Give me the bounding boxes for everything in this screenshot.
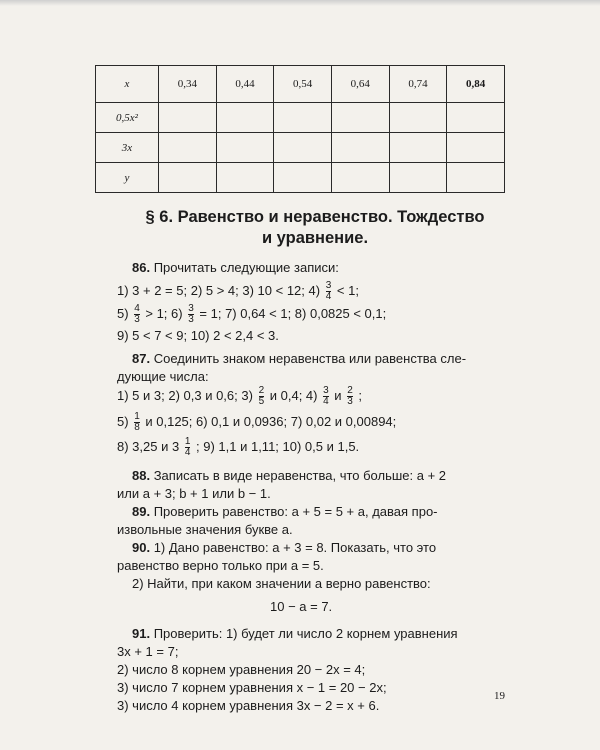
exercise-91-line5: 3) число 4 корнем уравнения 3x − 2 = x + 6.	[117, 698, 380, 713]
fraction	[259, 386, 265, 407]
exercise-88-line2: или a + 3; b + 1 или b − 1.	[117, 486, 271, 501]
table-cell	[159, 103, 217, 133]
fraction-den: 8	[134, 422, 140, 434]
table-row	[96, 66, 505, 103]
exercise-91-line1	[132, 624, 458, 643]
fraction	[185, 437, 191, 458]
fraction-num: 3	[188, 303, 194, 315]
table-cell: 0,74	[389, 66, 447, 103]
exercise-91-line4: 3) число 7 корнем уравнения x − 1 = 20 − 2x;	[117, 680, 387, 695]
exercise-89-line1	[132, 502, 438, 521]
exercise-number: 88.	[132, 468, 151, 483]
exercise-89-line2: извольные значения букве a.	[117, 522, 293, 537]
table-cell	[447, 133, 505, 163]
fraction	[134, 412, 140, 433]
math-text: > 1; 6)	[145, 306, 183, 321]
row-label: 3x	[96, 133, 159, 163]
math-text: ; 9) 1,1 и 1,11; 10) 0,5 и 1,5.	[196, 439, 360, 454]
math-text: и 0,125; 6) 0,1 и 0,0936; 7) 0,02 и 0,00894;	[145, 414, 397, 429]
fraction	[347, 386, 353, 407]
exercise-number: 87.	[132, 351, 151, 366]
fraction	[326, 281, 332, 302]
fraction	[134, 304, 140, 325]
exercise-88-line1	[132, 466, 446, 485]
fraction	[323, 386, 329, 407]
math-text: 8) 3,25 и 3	[117, 439, 180, 454]
table-cell: 0,54	[274, 66, 332, 103]
exercise-90-line1	[132, 538, 436, 557]
math-text: и	[334, 388, 342, 403]
math-text: и 0,4; 4)	[269, 388, 318, 403]
table-cell	[331, 103, 389, 133]
exercise-86-line1	[117, 281, 359, 302]
exercise-text: Прочитать следующие записи:	[153, 260, 339, 275]
scan-edge	[0, 0, 600, 6]
row-label: 0,5x²	[96, 103, 159, 133]
math-text: 1) 5 и 3; 2) 0,3 и 0,6; 3)	[117, 388, 253, 403]
page-number: 19	[494, 690, 505, 702]
exercise-text: Записать в виде неравенства, что больше: a + 2	[153, 468, 447, 483]
fraction-num: 3	[323, 385, 329, 397]
fraction-den: 4	[325, 291, 332, 303]
fraction-num: 1	[134, 411, 140, 423]
exercise-87-line2	[117, 412, 396, 433]
table-cell	[274, 163, 332, 193]
table-cell	[331, 133, 389, 163]
table-cell	[389, 133, 447, 163]
exercise-86-line3: 9) 5 < 7 < 9; 10) 2 < 2,4 < 3.	[117, 328, 279, 343]
section-title	[130, 207, 500, 249]
exercise-number: 86.	[132, 260, 151, 275]
row-label: y	[96, 163, 159, 193]
exercise-87-line1	[117, 386, 362, 407]
fraction-num: 2	[347, 385, 353, 397]
fraction-den: 3	[188, 314, 194, 326]
fraction-den: 4	[323, 396, 329, 408]
exercise-91-line2: 3x + 1 = 7;	[117, 644, 179, 659]
math-text: < 1;	[336, 283, 359, 298]
exercise-86-line2	[117, 304, 386, 325]
table-cell	[159, 133, 217, 163]
exercise-87-text2: дующие числа:	[117, 369, 209, 384]
fraction-den: 3	[134, 314, 140, 326]
exercise-90-line3: 2) Найти, при каком значении a верно равенство:	[132, 576, 431, 591]
table-cell	[216, 133, 274, 163]
table-cell	[274, 103, 332, 133]
math-text: 1) 3 + 2 = 5; 2) 5 > 4; 3) 10 < 12; 4)	[117, 283, 321, 298]
math-text: = 1; 7) 0,64 < 1; 8) 0,0825 < 0,1;	[199, 306, 387, 321]
fraction-num: 1	[184, 436, 191, 448]
fraction-num: 4	[134, 303, 140, 315]
table-cell	[447, 103, 505, 133]
table-cell	[447, 163, 505, 193]
row-label: x	[96, 66, 159, 103]
fraction-den: 4	[184, 447, 191, 459]
table-cell: 0,84	[447, 66, 505, 103]
exercise-number: 90.	[132, 540, 151, 555]
fraction-den: 3	[347, 396, 353, 408]
exercise-text: Соединить знаком неравенства или равенства сле-	[153, 351, 467, 366]
table-cell	[331, 163, 389, 193]
table-row	[96, 103, 505, 133]
section-title-line2: и уравнение.	[261, 229, 369, 247]
table-cell: 0,44	[216, 66, 274, 103]
math-text: 5)	[117, 306, 129, 321]
table-cell: 0,64	[331, 66, 389, 103]
table-row	[96, 133, 505, 163]
section-title-line1: § 6. Равенство и неравенство. Тождество	[145, 208, 485, 226]
exercise-90-equation: 10 − a = 7.	[270, 599, 333, 614]
table-cell	[159, 163, 217, 193]
fraction-num: 2	[258, 385, 265, 397]
fraction	[188, 304, 194, 325]
math-text: ;	[358, 388, 362, 403]
table-cell	[216, 163, 274, 193]
table-cell: 0,34	[159, 66, 217, 103]
fraction-den: 5	[258, 396, 265, 408]
exercise-number: 91.	[132, 626, 151, 641]
table-cell	[389, 163, 447, 193]
exercise-text: Проверить равенство: a + 5 = 5 + a, давая про-	[153, 504, 438, 519]
exercise-91-line3: 2) число 8 корнем уравнения 20 − 2x = 4;	[117, 662, 366, 677]
exercise-90-line2: равенство верно только при a = 5.	[117, 558, 324, 573]
exercise-text: 1) Дано равенство: a + 3 = 8. Показать, что это	[153, 540, 437, 555]
fraction-num: 3	[325, 280, 332, 292]
table-cell	[389, 103, 447, 133]
exercise-87-line3	[117, 437, 359, 458]
table-cell	[216, 103, 274, 133]
table-cell	[274, 133, 332, 163]
exercise-86-header	[132, 258, 339, 277]
table-row	[96, 163, 505, 193]
exercise-number: 89.	[132, 504, 151, 519]
values-table	[95, 65, 505, 193]
exercise-87-header	[132, 349, 466, 368]
math-text: 5)	[117, 414, 129, 429]
exercise-text: Проверить: 1) будет ли число 2 корнем уравнения	[153, 626, 458, 641]
